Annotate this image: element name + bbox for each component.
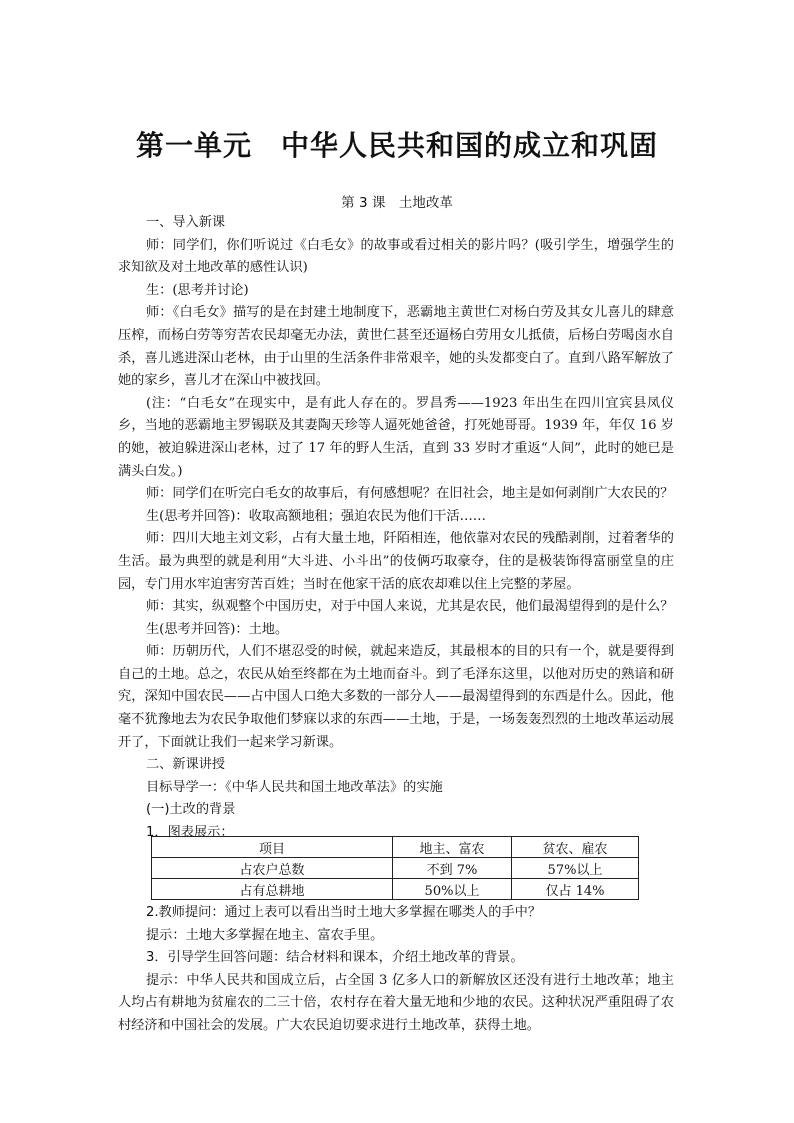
paragraph: 师：同学们，你们听说过《白毛女》的故事或看过相关的影片吗？(吸引学生，增强学生的求知欲及对土地改革的感性认识) <box>118 237 674 276</box>
table-row <box>152 879 639 900</box>
paragraph: 生(思考并回答)：土地。 <box>146 621 289 637</box>
teacher-question: 2.教师提问：通过上表可以看出当时土地大多掌握在哪类人的手中？ <box>146 905 542 920</box>
paragraph: 师：其实，纵观整个中国历史，对于中国人来说，尤其是农民，他们最渴望得到的是什么？ <box>146 599 674 615</box>
table-cell: 仅占 14% <box>512 879 639 900</box>
unit-title: 第一单元 中华人民共和国的成立和巩固 <box>135 129 658 162</box>
paragraph: 师：同学们在听完白毛女的故事后，有何感想呢？在旧社会，地主是如何剥削广大农民的？ <box>146 486 674 502</box>
hint: 提示：中华人民共和国成立后，占全国 3 亿多人口的新解放区还没有进行土地改革；地主人均占有耕地为贫雇农的二三十倍，农村存在着大量无地和少地的农民。这种状况严重阻碍了农村经济和中国社会的发展。广大农民迫切要求进行土地改革，获得土地。 <box>118 972 674 1033</box>
paragraph: 生：(思考并讨论) <box>146 282 249 298</box>
table-header-cell: 项目 <box>152 837 393 858</box>
lesson-title: 第 3 课 土地改革 <box>341 195 453 211</box>
table-header-cell: 贫农、雇农 <box>512 837 639 858</box>
paragraph: 生(思考并回答)：收取高额地租；强迫农民为他们干活…… <box>146 508 486 524</box>
table-row <box>152 858 639 879</box>
land-distribution-table <box>151 836 639 900</box>
paragraph: 师：历朝历代，人们不堪忍受的时候，就起来造反，其最根本的目的只有一个，就是要得到自己的土地。总之，农民从始至终都在为土地而奋斗。到了毛泽东这里，以他对历史的熟谙和研究，深知中国农民——占中国人口绝大多数的一部分人——最渴望得到的东西是什么。因此，他毫不犹豫地去为农民争取他们梦寐以求的东西——土地，于是，一场轰轰烈烈的土地改革运动展开了，下面就让我们一起来学习新课。 <box>118 644 674 750</box>
section-heading-teaching: 二、新课讲授 <box>146 757 226 773</box>
subsection-heading: (一)土改的背景 <box>146 802 236 818</box>
section-heading-intro: 一、导入新课 <box>146 215 226 230</box>
item-label: 1．图表展示： <box>146 825 234 841</box>
table-cell: 不到 7% <box>393 858 512 879</box>
guide-question: 3．引导学生回答问题：结合材料和课本，介绍土地改革的背景。 <box>146 950 524 966</box>
paragraph: 师：《白毛女》描写的是在封建土地制度下，恶霸地主黄世仁对杨白劳及其女儿喜儿的肆意压榨，而杨白劳等穷苦农民却毫无办法，黄世仁甚至还逼杨白劳用女儿抵债，后杨白劳喝卤水自杀，喜儿逃进深山老林，由于山里的生活条件非常艰辛，她的头发都变白了。直到八路军解放了她的家乡，喜儿才在深山中被找回。 <box>118 305 674 389</box>
lesson-body <box>118 212 674 845</box>
paragraph-note: (注：“白毛女”在现实中，是有此人存在的。罗昌秀——1923 年出生在四川宜宾县凤仪乡，当地的恶霸地主罗锡联及其妻陶天珍等人逼死她爸爸，打死她哥哥。1939 年，年仅 16 岁的她，被迫躲进深山老林，过了 17 年的野人生活，直到 33 岁时才重返“人间”，此时的她已是满头白发。) <box>118 395 674 479</box>
table-header-cell: 地主、富农 <box>393 837 512 858</box>
after-table-text <box>118 902 674 1038</box>
hint: 提示：土地大多掌握在地主、富农手里。 <box>146 927 384 943</box>
table-cell: 占有总耕地 <box>152 879 393 900</box>
goal-heading: 目标导学一：《中华人民共和国土地改革法》的实施 <box>146 779 443 795</box>
table-header-row <box>152 837 639 858</box>
paragraph: 师：四川大地主刘文彩，占有大量土地，阡陌相连，他依靠对农民的残酷剥削，过着奢华的生活。最为典型的就是利用“大斗进、小斗出”的伎俩巧取豪夺，住的是极装饰得富丽堂皇的庄园，专门用水牢迫害穷苦百姓；当时在他家干活的底农却难以住上完整的茅屋。 <box>118 531 674 592</box>
table-cell: 占农户总数 <box>152 858 393 879</box>
table-cell: 57%以上 <box>512 858 639 879</box>
table-cell: 50%以上 <box>393 879 512 900</box>
